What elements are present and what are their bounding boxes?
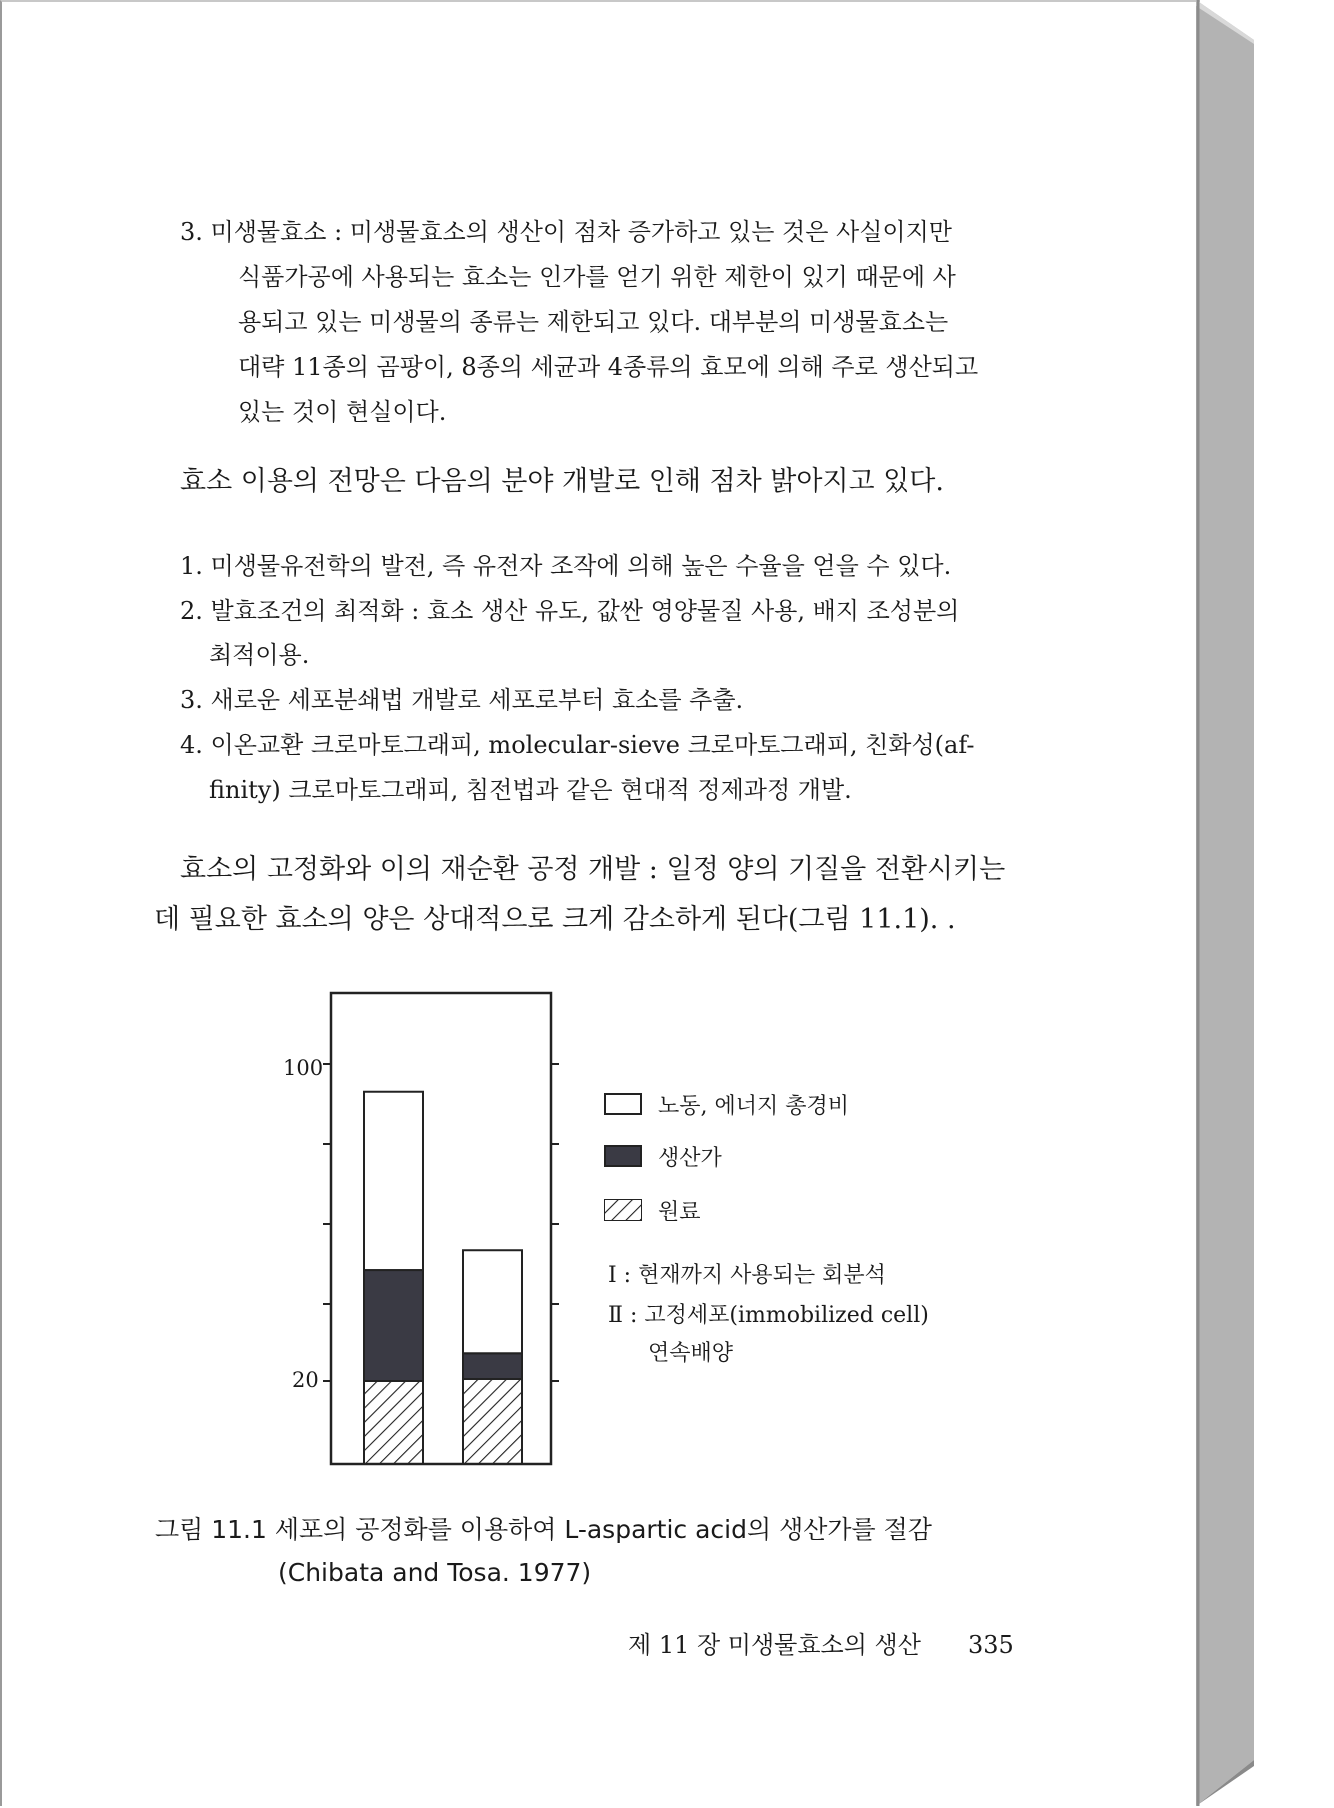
item3-line-4: 대략 11종의 곰팡이, 8종의 세균과 4종류의 효모에 의해 주로 생산되고 xyxy=(238,353,979,381)
legend-note-3: 연속배양 xyxy=(648,1341,734,1366)
legend-note-2: Ⅱ : 고정세포(immobilized cell) xyxy=(608,1303,929,1328)
list-item-1: 1. 미생물유전학의 발전, 즉 유전자 조작에 의해 높은 수율을 얻을 수 있다. xyxy=(180,552,952,580)
legend-label-raw: 원료 xyxy=(658,1200,701,1225)
list-item-2-cont: 최적이용. xyxy=(209,641,310,669)
figure-caption-line-1: 그림 11.1 세포의 공정화를 이용하여 L-aspartic acid의 생산가를 절감 xyxy=(155,1515,932,1544)
legend-swatch-white xyxy=(604,1093,642,1115)
list-item-3: 3. 새로운 세포분쇄법 개발로 세포로부터 효소를 추출. xyxy=(180,686,744,714)
prospect-sentence: 효소 이용의 전망은 다음의 분야 개발로 인해 점차 밝아지고 있다. xyxy=(180,466,944,497)
legend-swatch-dark xyxy=(604,1145,642,1167)
bar-I-solid-dark xyxy=(364,1270,423,1381)
y-tick-label-100: 100 xyxy=(283,1056,324,1080)
list-item-4-cont: finity) 크로마토그래피, 침전법과 같은 현대적 정제과정 개발. xyxy=(209,776,852,804)
y-tick-label-20: 20 xyxy=(292,1368,319,1392)
immob-line-1: 효소의 고정화와 이의 재순환 공정 개발 : 일정 양의 기질을 전환시키는 xyxy=(180,854,1006,885)
bar-II-hatched xyxy=(463,1379,522,1464)
legend-label-production: 생산가 xyxy=(658,1146,722,1171)
figure-caption-line-2: (Chibata and Tosa. 1977) xyxy=(278,1558,592,1587)
book-edge-3d xyxy=(1196,0,1334,1806)
page-number: 335 xyxy=(968,1631,1014,1659)
item3-line-2: 식품가공에 사용되는 효소는 인가를 얻기 위한 제한이 있기 때문에 사 xyxy=(238,263,956,291)
legend-swatch-hatched xyxy=(604,1199,642,1221)
bar-I-white xyxy=(364,1092,423,1270)
list-item-4: 4. 이온교환 크로마토그래피, molecular-sieve 크로마토그래피, 친화성(af- xyxy=(180,731,975,759)
bar-I-hatched xyxy=(364,1381,423,1464)
legend-label-labor: 노동, 에너지 총경비 xyxy=(658,1094,849,1119)
bar-II-white xyxy=(463,1250,522,1353)
item3-line-3: 용되고 있는 미생물의 종류는 제한되고 있다. 대부분의 미생물효소는 xyxy=(238,308,949,336)
list-item-2: 2. 발효조건의 최적화 : 효소 생산 유도, 값싼 영양물질 사용, 배지 조성분의 xyxy=(180,597,960,625)
item3-line-5: 있는 것이 현실이다. xyxy=(238,398,447,426)
legend-note-1: Ⅰ : 현재까지 사용되는 회분석 xyxy=(608,1263,886,1288)
item3-line-1: 3. 미생물효소 : 미생물효소의 생산이 점차 증가하고 있는 것은 사실이지만 xyxy=(180,218,952,246)
bar-II-solid-dark xyxy=(463,1353,522,1379)
immob-line-2: 데 필요한 효소의 양은 상대적으로 크게 감소하게 된다(그림 11.1). . xyxy=(154,904,956,935)
running-footer-chapter: 제 11 장 미생물효소의 생산 xyxy=(628,1631,921,1659)
